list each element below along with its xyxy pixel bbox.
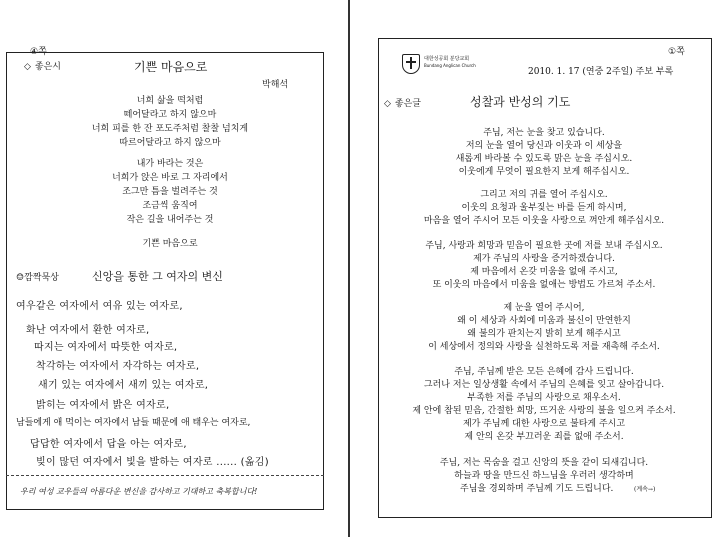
meditation-line: 착각하는 여자에서 자각하는 여자로, xyxy=(36,361,200,372)
prayer-line: 왜 불의가 판치는지 밝히 보게 해주시고 xyxy=(467,329,621,339)
prayer-line: 제 마음에서 온갖 미움을 없애 주시고, xyxy=(470,267,618,277)
poem-title: 기쁜 마음으로 xyxy=(134,60,208,74)
meditation-line: 답답한 여자에서 답을 아는 여자로, xyxy=(30,439,187,450)
prayer-line: 그러나 저는 일상생활 속에서 주님의 은혜를 잊고 살아갑니다. xyxy=(423,380,665,390)
poem-line: 떼어달라고 하지 않으마 xyxy=(123,110,217,120)
poem-line: 너희가 앉은 바로 그 자리에서 xyxy=(112,173,228,183)
prayer-line: 제 안에 참된 믿음, 간절한 희망, 뜨거운 사랑의 불을 일으켜 주소서. xyxy=(412,406,676,416)
prayer-line: 주님, 주님께 받은 모든 은혜에 감사 드립니다. xyxy=(454,367,634,377)
prayer-line: 주님, 사랑과 희망과 믿음이 필요한 곳에 저를 보내 주십시오. xyxy=(425,241,663,251)
meditation-line: 남들에게 애 먹이는 여자에서 남들 때문에 애 태우는 여자로, xyxy=(16,418,251,428)
poem-line: 너희 피를 한 잔 포도주처럼 찰찰 넘치게 xyxy=(91,124,249,134)
prayer-line: 이웃의 요청과 울부짖는 바를 듣게 하시며, xyxy=(461,203,627,213)
left-page-number: ④쪽 xyxy=(30,47,47,57)
continued-note: (계속→) xyxy=(634,486,656,493)
prayer-line: 주님, 저는 목숨을 걸고 신앙의 뜻을 같이 되새깁니다. xyxy=(439,458,649,468)
meditation-line: 따지는 여자에서 따뜻한 여자로, xyxy=(34,342,178,353)
prayer-line: 왜 이 세상과 사회에 미움과 불신이 만연한지 xyxy=(457,316,631,326)
prayer-line: 하늘과 땅을 만드신 하느님을 우러러 생각하며 xyxy=(454,471,634,481)
footer-note: 우리 여성 교우들의 아름다운 변신을 감사하고 기대하고 축복합니다! xyxy=(20,487,258,496)
poem-line: 조금씩 움직여 xyxy=(142,201,198,211)
poem-line: 따르어달라고 하지 않으마 xyxy=(119,138,221,148)
prayer-line: 마음을 열어 주시어 모든 이웃을 사랑으로 껴안게 해주십시오. xyxy=(423,216,665,226)
section-label: ◇ 좋은글 xyxy=(384,96,421,109)
left-page xyxy=(0,0,348,537)
prayer-title: 성찰과 반성의 기도 xyxy=(470,95,571,109)
prayer-line: 제가 주님께 대한 사랑으로 불타게 주시고 xyxy=(462,419,626,429)
prayer-line: 주님을 경외하며 주님께 기도 드립니다. xyxy=(460,484,614,494)
meditation-title: 신앙을 통한 그 여자의 변신 xyxy=(92,270,223,283)
prayer-line: 저의 눈을 열어 당신과 이웃과 이 세상을 xyxy=(465,141,623,151)
right-page-number: ①쪽 xyxy=(668,47,685,57)
prayer-line: 제 안의 온갖 부끄러운 죄를 없애 주소서. xyxy=(464,432,624,442)
prayer-line: 이웃에게 무엇이 필요한지 보게 해주십시오. xyxy=(458,167,630,177)
church-name: 대한성공회 분당교회 xyxy=(424,56,470,62)
prayer-line: 부족한 저를 주님의 사랑으로 채우소서. xyxy=(467,393,621,403)
bulletin-date: 2010. 1. 17 (연중 2주일) 주보 부록 xyxy=(528,67,674,77)
prayer-line: 새롭게 바라볼 수 있도록 맑은 눈을 주십시오. xyxy=(455,154,633,164)
meditation-line: 새기 있는 여자에서 새끼 있는 여자로, xyxy=(38,380,209,391)
prayer-line: 제 눈을 열어 주시어, xyxy=(503,303,585,313)
church-name-en: Bundang Anglican Church xyxy=(424,63,476,68)
prayer-line: 주님, 저는 눈을 찾고 있습니다. xyxy=(483,128,605,138)
prayer-line: 그리고 저의 귀를 열어 주십시오. xyxy=(480,190,608,200)
poem-author: 박해석 xyxy=(262,80,289,90)
footer-divider xyxy=(6,475,324,476)
prayer-line: 이 세상에서 정의와 사랑을 실천하도록 저를 재촉해 주소서. xyxy=(428,342,660,352)
prayer-line: 또 이웃의 마음에서 미움을 없애는 방법도 가르쳐 주소서. xyxy=(432,280,656,290)
meditation-line: 화난 여자에서 환한 여자로, xyxy=(26,325,150,336)
meditation-line: 여우같은 여자에서 여유 있는 여자로, xyxy=(16,301,183,312)
meditation-line: 밝히는 여자에서 밝은 여자로, xyxy=(36,400,170,411)
meditation-label: ☺깜짝묵상 xyxy=(16,273,59,283)
poem-line: 너희 삶을 떡처럼 xyxy=(136,96,204,106)
prayer-line: 제가 주님의 사랑을 증거하겠습니다. xyxy=(473,254,615,264)
poem-line: 내가 바라는 것은 xyxy=(136,159,204,169)
church-crest-icon xyxy=(402,54,420,74)
meditation-line: 빚이 많던 여자에서 빛을 발하는 여자로 ...... (옮김) xyxy=(36,457,269,468)
poem-line: 작은 길을 내어주는 것 xyxy=(126,215,214,225)
poem-line: 조그만 틈을 벌려주는 것 xyxy=(122,187,218,197)
poem-line: 기쁜 마음으로 xyxy=(142,239,198,249)
poem-section-label: ◇ 좋은시 xyxy=(24,59,61,72)
